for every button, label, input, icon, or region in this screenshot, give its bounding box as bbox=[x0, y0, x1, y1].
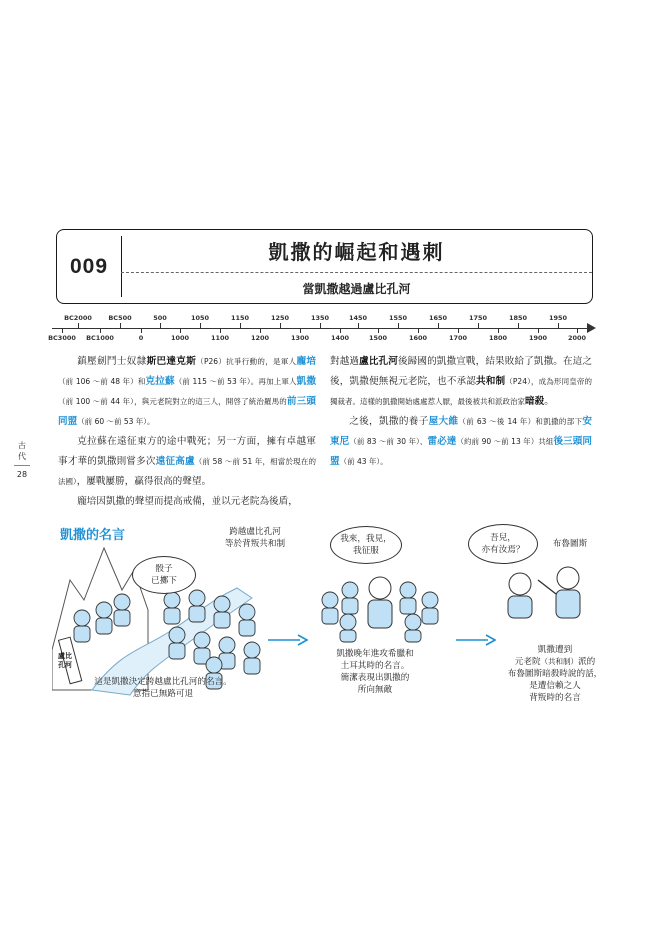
body-left-column bbox=[58, 352, 316, 512]
timeline-tick bbox=[398, 323, 399, 328]
timeline-label: 1000 bbox=[170, 334, 190, 342]
timeline-tick bbox=[478, 323, 479, 328]
timeline-label: BC1000 bbox=[86, 334, 114, 342]
paragraph-4: 對越過盧比孔河後歸國的凱撒宣戰，結果敗給了凱撒。在這之後，凱撒便無視元老院，也不承認共和制（P24），成為形同皇帝的獨裁者。這樣的凱撒開始處處惹人厭，最後被共和派政治家暗殺。 bbox=[330, 356, 593, 407]
timeline-label: 1050 bbox=[190, 314, 210, 322]
timeline-label: 1150 bbox=[230, 314, 250, 322]
side-rule bbox=[14, 465, 30, 466]
river-sign-label: 盧比孔河 bbox=[58, 652, 72, 669]
rubicon-note: 跨越盧比孔河 等於背叛共和制 bbox=[224, 527, 286, 549]
timeline-label: 1800 bbox=[488, 334, 508, 342]
timeline-tick bbox=[100, 328, 101, 333]
paragraph-5: 之後，凱撒的養子屋大維（前 63 ～後 14 年）和凱撒的部下安東尼（前 83 ～前 30 年）、雷必達（約前 90 ～前 13 年）共組後三頭同盟（前 43 年）。 bbox=[330, 416, 593, 467]
illustration-veni-vidi-vici bbox=[308, 560, 458, 645]
timeline-label: 1550 bbox=[388, 314, 408, 322]
timeline-label: 1200 bbox=[250, 334, 270, 342]
arrow-right-icon bbox=[268, 634, 308, 646]
timeline-label: 1300 bbox=[290, 334, 310, 342]
timeline-label: 1700 bbox=[448, 334, 468, 342]
timeline-tick bbox=[78, 323, 79, 328]
timeline-label: 1750 bbox=[468, 314, 488, 322]
timeline-label: 1650 bbox=[428, 314, 448, 322]
caption-veni: 凱撒晚年進攻希臘和 土耳其時的名言。 簡潔表現出凱撒的 所向無敵 bbox=[336, 649, 414, 695]
timeline-tick bbox=[498, 328, 499, 333]
timeline-tick bbox=[280, 323, 281, 328]
timeline-tick bbox=[62, 328, 63, 333]
timeline-tick bbox=[518, 323, 519, 328]
caption-rubicon: 這是凱撒決定跨越盧比孔河的名言。 意指已無路可退 bbox=[94, 677, 232, 699]
timeline-tick bbox=[438, 323, 439, 328]
timeline-label: 1900 bbox=[528, 334, 548, 342]
body-right-column bbox=[330, 352, 592, 472]
timeline-tick bbox=[577, 328, 578, 333]
timeline-tick bbox=[260, 328, 261, 333]
timeline-tick bbox=[160, 323, 161, 328]
chapter-header bbox=[56, 229, 593, 304]
timeline-tick bbox=[240, 323, 241, 328]
timeline-label: BC2000 bbox=[64, 314, 92, 322]
header-dashed-rule bbox=[121, 272, 592, 273]
timeline-arrow bbox=[587, 323, 596, 333]
side-margin bbox=[14, 440, 30, 480]
timeline-label: 1250 bbox=[270, 314, 290, 322]
paragraph-3: 龐培因凱撒的聲望而提高戒備，並以元老院為後盾， bbox=[77, 496, 298, 507]
timeline-label: BC3000 bbox=[48, 334, 76, 342]
timeline-label: 1950 bbox=[548, 314, 568, 322]
timeline-tick bbox=[141, 328, 142, 333]
timeline-tick bbox=[358, 323, 359, 328]
paragraph-1: 鎮壓劍鬥士奴隸斯巴達克斯（P26）抗爭行動的，是軍人龐培（前 106 ～前 48 年）和克拉蘇（前 115 ～前 53 年）。再加上軍人凱撒（前 100 ～前 44 年），與元老院對立的這三人，開啓了統治羅馬的前三頭同盟（前 60 ～前 53 年）。 bbox=[58, 356, 317, 427]
chapter-title: 凱撒的崛起和遇刺 bbox=[268, 240, 445, 264]
chapter-subtitle: 當凱撒越過盧比孔河 bbox=[302, 282, 411, 296]
brutus-figure bbox=[538, 567, 580, 618]
arrow-right-icon bbox=[456, 634, 496, 646]
chapter-label-2: 代 bbox=[18, 452, 26, 461]
timeline-tick bbox=[418, 328, 419, 333]
timeline bbox=[0, 312, 663, 344]
timeline-tick bbox=[558, 323, 559, 328]
timeline-tick bbox=[220, 328, 221, 333]
timeline-tick bbox=[320, 323, 321, 328]
timeline-label: 0 bbox=[138, 334, 144, 342]
timeline-label: 1500 bbox=[368, 334, 388, 342]
caption-brutus: 凱撒遭到 元老院（共和制）派的 布魯圖斯暗殺時說的話， 是遭信賴之人 背叛時的名言 bbox=[507, 645, 603, 703]
quotes-heading: 凱撒的名言 bbox=[60, 528, 126, 543]
timeline-tick bbox=[120, 323, 121, 328]
timeline-label: 500 bbox=[153, 314, 167, 322]
timeline-label: 2000 bbox=[567, 334, 587, 342]
timeline-label: 1600 bbox=[408, 334, 428, 342]
timeline-label: 1850 bbox=[508, 314, 528, 322]
timeline-label: 1450 bbox=[348, 314, 368, 322]
illustration-brutus bbox=[490, 556, 600, 626]
brutus-label: 布魯圖斯 bbox=[552, 539, 588, 549]
timeline-label: 1350 bbox=[310, 314, 330, 322]
timeline-label: BC500 bbox=[108, 314, 132, 322]
chapter-label-1: 古 bbox=[18, 441, 26, 450]
timeline-tick bbox=[180, 328, 181, 333]
timeline-tick bbox=[340, 328, 341, 333]
caesar-falling bbox=[508, 573, 532, 618]
chapter-number: 009 bbox=[69, 254, 109, 278]
page-number: 28 bbox=[16, 470, 28, 479]
paragraph-2: 克拉蘇在遠征東方的途中戰死；另一方面，擁有卓越軍事才華的凱撒則嘗多次遠征高盧（前 58 ～前 51 年，相當於現在的法國），屢戰屢勝，贏得很高的聲望。 bbox=[58, 436, 317, 487]
timeline-label: 1400 bbox=[330, 334, 350, 342]
timeline-tick bbox=[538, 328, 539, 333]
caesar-figure bbox=[368, 577, 392, 628]
timeline-tick bbox=[378, 328, 379, 333]
speech-bubble-veni: 我來，我見， 我征服 bbox=[330, 526, 402, 564]
timeline-tick bbox=[200, 323, 201, 328]
timeline-tick bbox=[300, 328, 301, 333]
timeline-label: 1100 bbox=[210, 334, 230, 342]
speech-bubble-dice: 骰子 已擲下 bbox=[132, 556, 196, 594]
timeline-axis bbox=[52, 328, 590, 329]
timeline-tick bbox=[458, 328, 459, 333]
speech-bubble-brute: 吾兒， 亦有汝焉？ bbox=[468, 524, 538, 564]
